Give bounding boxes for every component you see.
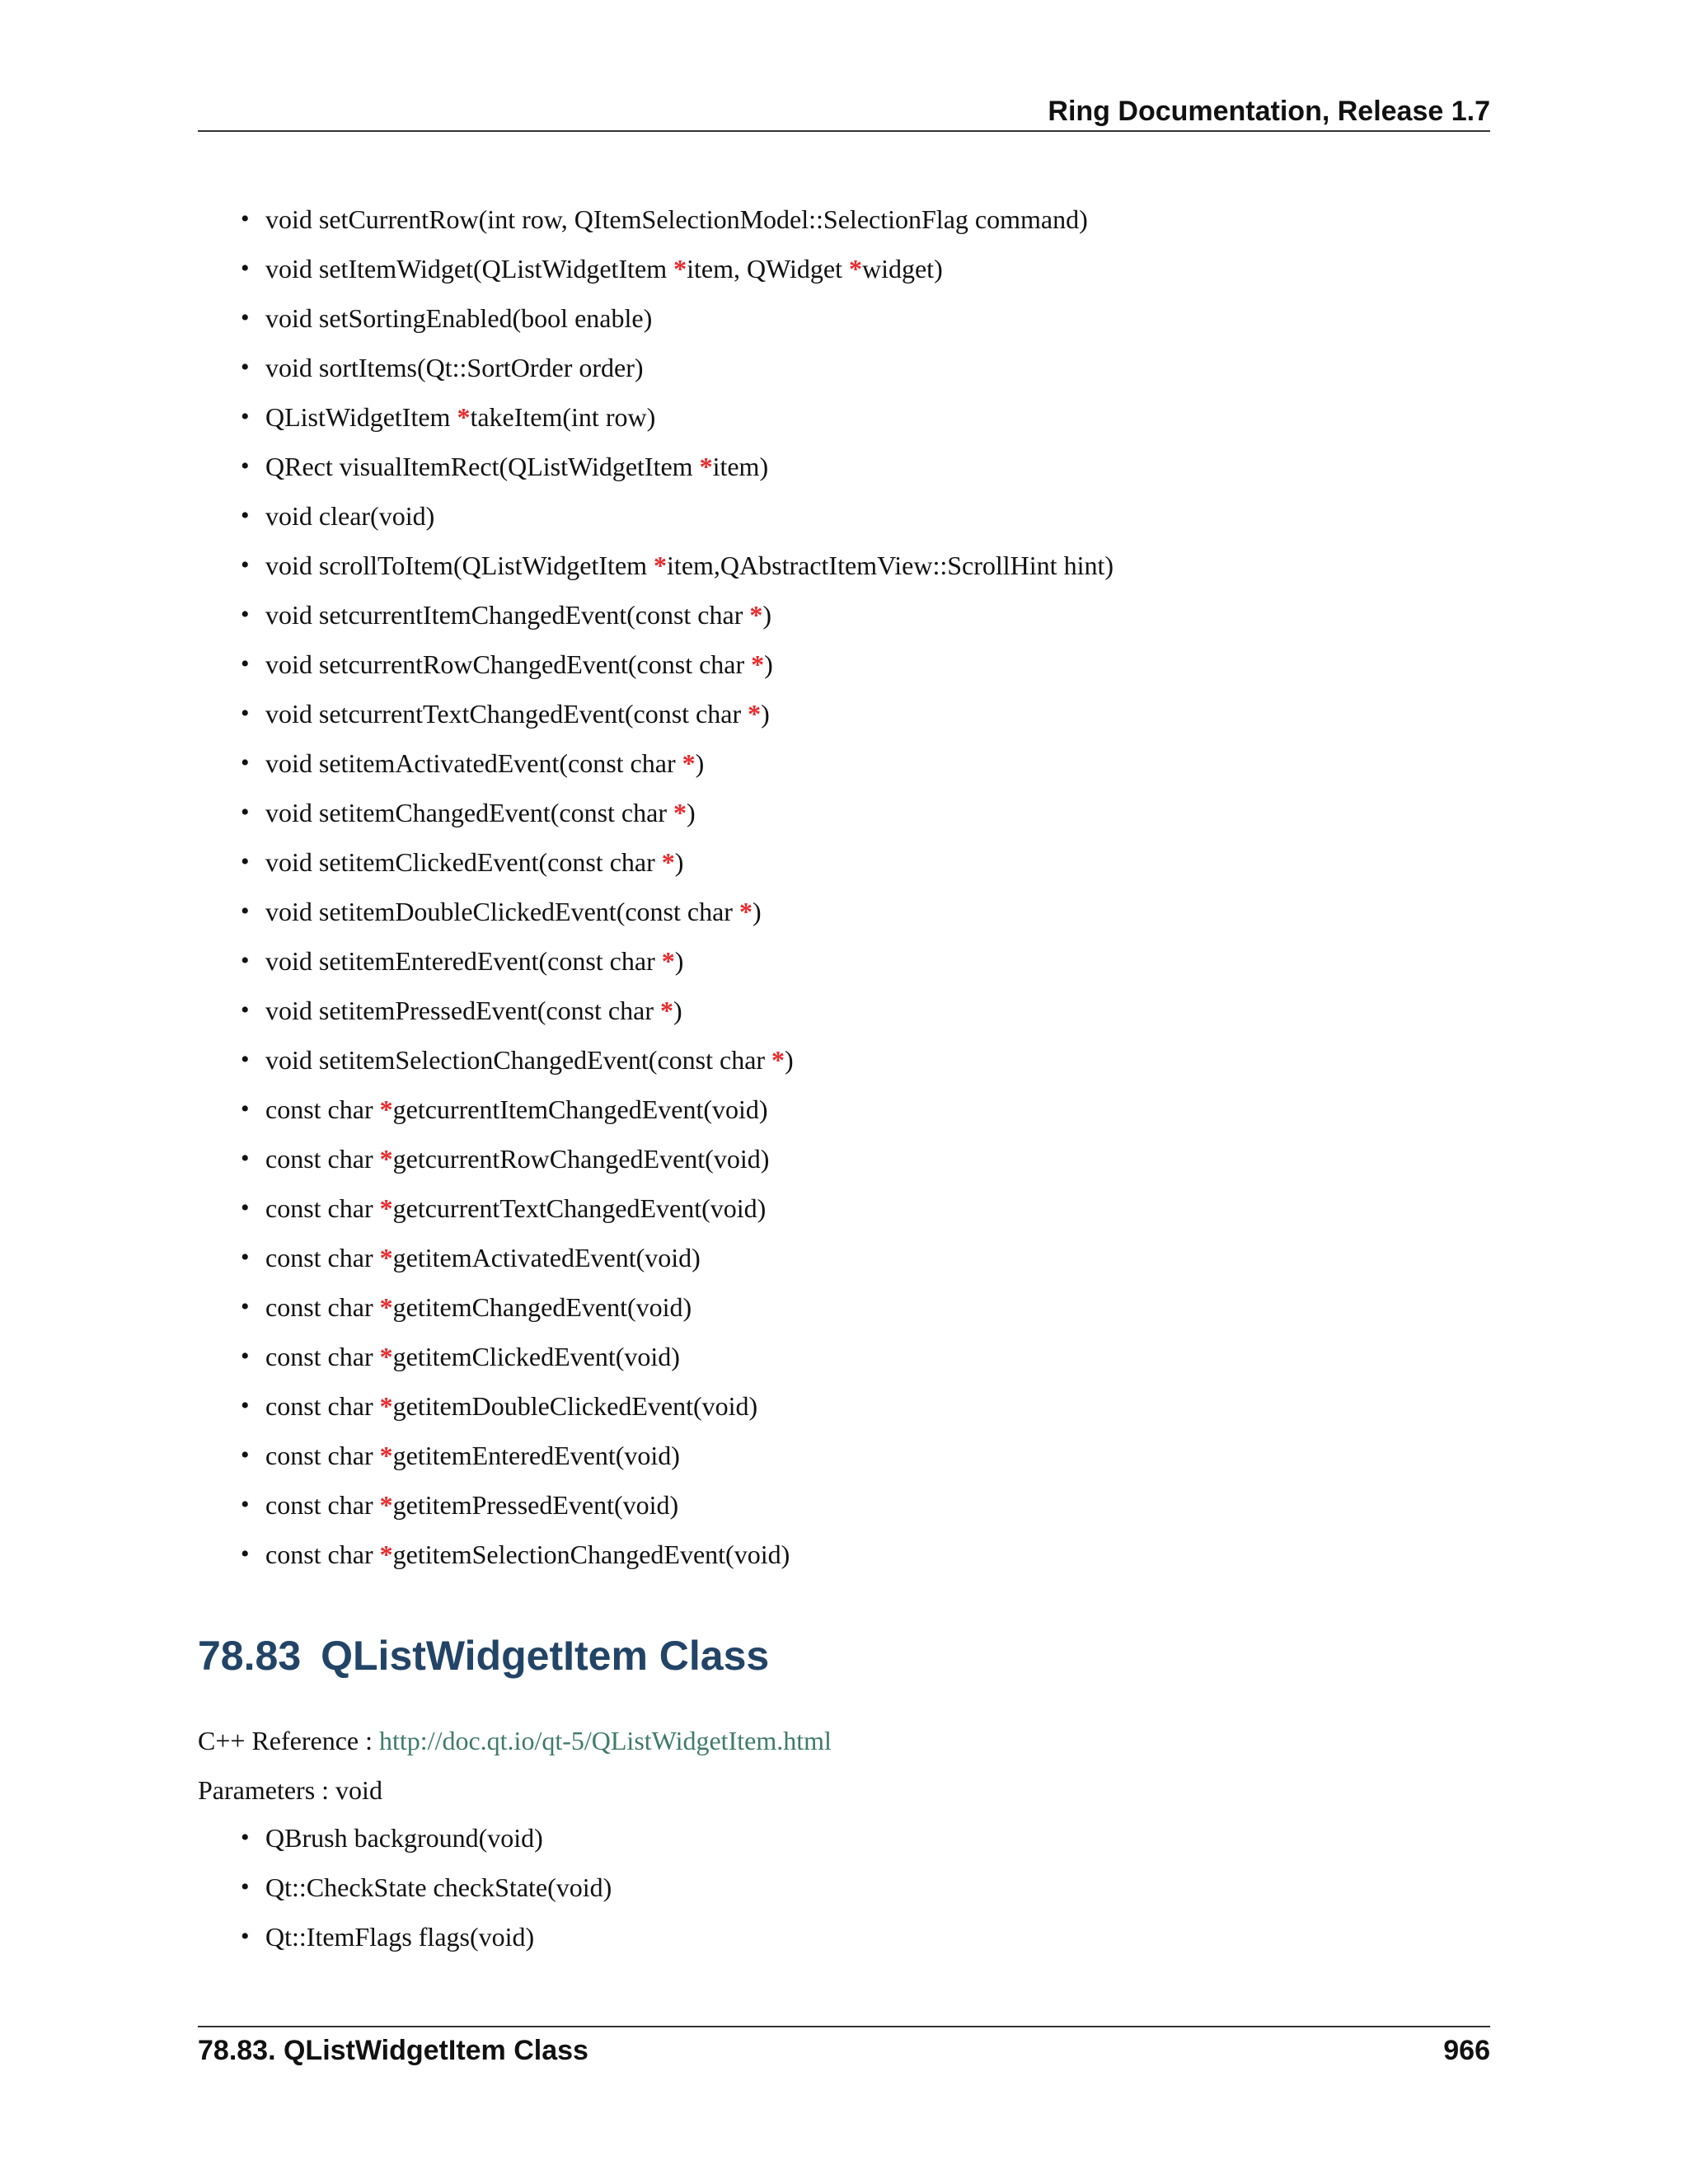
method-item [198,343,1490,392]
cpp-reference [198,1716,832,1765]
method-text: getcurrentItemChangedEvent(void) [392,1094,768,1124]
document-title: Ring Documentation, Release 1.7 [1048,96,1490,127]
method-item [198,1381,1490,1431]
method-text: void scrollToItem(QListWidgetItem [265,551,654,580]
parameters-line: Parameters : void [198,1775,382,1805]
pointer-star: * [699,452,713,481]
pointer-star: * [379,1441,393,1470]
pointer-star: * [379,1243,393,1272]
method-item [198,1863,1490,1912]
pointer-star: * [379,1292,393,1322]
method-text: ) [695,748,705,778]
method-text: getitemSelectionChangedEvent(void) [392,1540,790,1569]
method-text: Qt::CheckState checkState(void) [265,1872,612,1902]
method-text: const char [265,1243,380,1272]
method-text: getitemActivatedEvent(void) [392,1243,701,1272]
pointer-star: * [771,1045,785,1075]
method-text: ) [764,649,773,679]
method-text: void clear(void) [265,501,435,531]
method-item [198,442,1490,491]
method-item [198,887,1490,936]
page-number: 966 [1443,2035,1490,2066]
method-item [198,837,1490,887]
method-item [198,640,1490,689]
method-text: const char [265,1094,380,1124]
method-text: ) [686,798,696,827]
method-text: const char [265,1292,380,1322]
method-text: QBrush background(void) [265,1823,543,1853]
method-item [198,1530,1490,1579]
pointer-star: * [457,402,471,432]
method-text: void setitemDoubleClickedEvent(const char [265,897,739,926]
method-text: QRect visualItemRect(QListWidgetItem [265,452,700,481]
method-item [198,590,1490,640]
method-text: const char [265,1490,380,1520]
method-item [198,293,1490,343]
method-text: void setitemChangedEvent(const char [265,798,673,827]
method-text: getitemChangedEvent(void) [392,1292,692,1322]
method-text: getitemDoubleClickedEvent(void) [392,1391,758,1421]
method-text: item,QAbstractItemView::ScrollHint hint) [667,551,1114,580]
method-item [198,244,1490,293]
method-item [198,738,1490,788]
method-text: getcurrentRowChangedEvent(void) [392,1144,770,1174]
section-heading [198,1627,769,1685]
method-text: getcurrentTextChangedEvent(void) [392,1193,767,1223]
method-list [198,194,1490,1579]
pointer-star: * [379,1144,393,1174]
method-text: item) [712,452,769,481]
pointer-star: * [748,699,762,729]
method-item [198,1282,1490,1332]
pointer-star: * [661,847,675,877]
method-item [198,788,1490,837]
pointer-star: * [379,1342,393,1371]
cpp-reference-label: C++ Reference : [198,1726,379,1755]
method-text: ) [674,847,684,877]
method-item [198,491,1490,541]
section-number: 78.83 [198,1633,302,1679]
footer-section: 78.83. QListWidgetItem Class [198,2035,588,2066]
method-text: void setitemClickedEvent(const char [265,847,662,877]
method-item [198,1431,1490,1480]
method-text: getitemEnteredEvent(void) [392,1441,680,1470]
method-text: ) [674,946,684,976]
method-item [198,541,1490,590]
method-text: ) [673,996,682,1025]
pointer-star: * [379,1490,393,1520]
method-item [198,986,1490,1035]
method-text: widget) [861,254,943,284]
pointer-star: * [654,551,668,580]
method-item [198,1085,1490,1134]
method-text: void setitemActivatedEvent(const char [265,748,682,778]
section-title: QListWidgetItem Class [321,1633,770,1679]
method-text: void setcurrentItemChangedEvent(const char [265,600,750,630]
pointer-star: * [379,1094,393,1124]
page-header [198,92,1490,132]
method-text: const char [265,1441,380,1470]
pointer-star: * [379,1193,393,1223]
method-item [198,194,1490,244]
pointer-star: * [751,649,765,679]
method-text: const char [265,1193,380,1223]
method-list-qlistwidgetitem [198,1813,1490,1961]
pointer-star: * [673,254,687,284]
method-text: void setitemPressedEvent(const char [265,996,660,1025]
method-text: void setitemEnteredEvent(const char [265,946,662,976]
method-text: const char [265,1391,380,1421]
pointer-star: * [659,996,673,1025]
pointer-star: * [379,1540,393,1569]
method-item [198,1813,1490,1863]
method-item [198,1233,1490,1282]
method-text: const char [265,1342,380,1371]
method-text: getitemClickedEvent(void) [392,1342,680,1371]
method-item [198,1332,1490,1381]
cpp-reference-link[interactable]: http://doc.qt.io/qt-5/QListWidgetItem.html [379,1726,832,1755]
method-text: ) [761,699,770,729]
method-text: void setcurrentRowChangedEvent(const char [265,649,752,679]
method-text: Qt::ItemFlags flags(void) [265,1922,535,1952]
method-text: ) [762,600,771,630]
method-text: ) [785,1045,794,1075]
method-item [198,392,1490,442]
method-item [198,1912,1490,1961]
method-text: void setSortingEnabled(bool enable) [265,303,653,333]
pointer-star: * [749,600,763,630]
method-item [198,1183,1490,1233]
method-item [198,936,1490,986]
page-footer [198,2026,1490,2074]
method-item [198,1134,1490,1183]
method-text: void setcurrentTextChangedEvent(const char [265,699,748,729]
method-text: ) [752,897,762,926]
method-text: item, QWidget [687,254,849,284]
method-text: const char [265,1144,380,1174]
method-text: void setItemWidget(QListWidgetItem [265,254,674,284]
pointer-star: * [661,946,675,976]
pointer-star: * [848,254,862,284]
pointer-star: * [379,1391,393,1421]
method-text: void setitemSelectionChangedEvent(const char [265,1045,772,1075]
pointer-star: * [673,798,687,827]
method-text: const char [265,1540,380,1569]
method-text: getitemPressedEvent(void) [392,1490,679,1520]
method-item [198,1035,1490,1085]
method-text: void sortItems(Qt::SortOrder order) [265,353,644,382]
method-item [198,1480,1490,1530]
method-text: takeItem(int row) [470,402,656,432]
pointer-star: * [738,897,753,926]
pointer-star: * [682,748,696,778]
method-text: void setCurrentRow(int row, QItemSelectionModel::SelectionFlag command) [265,204,1088,234]
method-item [198,689,1490,738]
method-text: QListWidgetItem [265,402,457,432]
